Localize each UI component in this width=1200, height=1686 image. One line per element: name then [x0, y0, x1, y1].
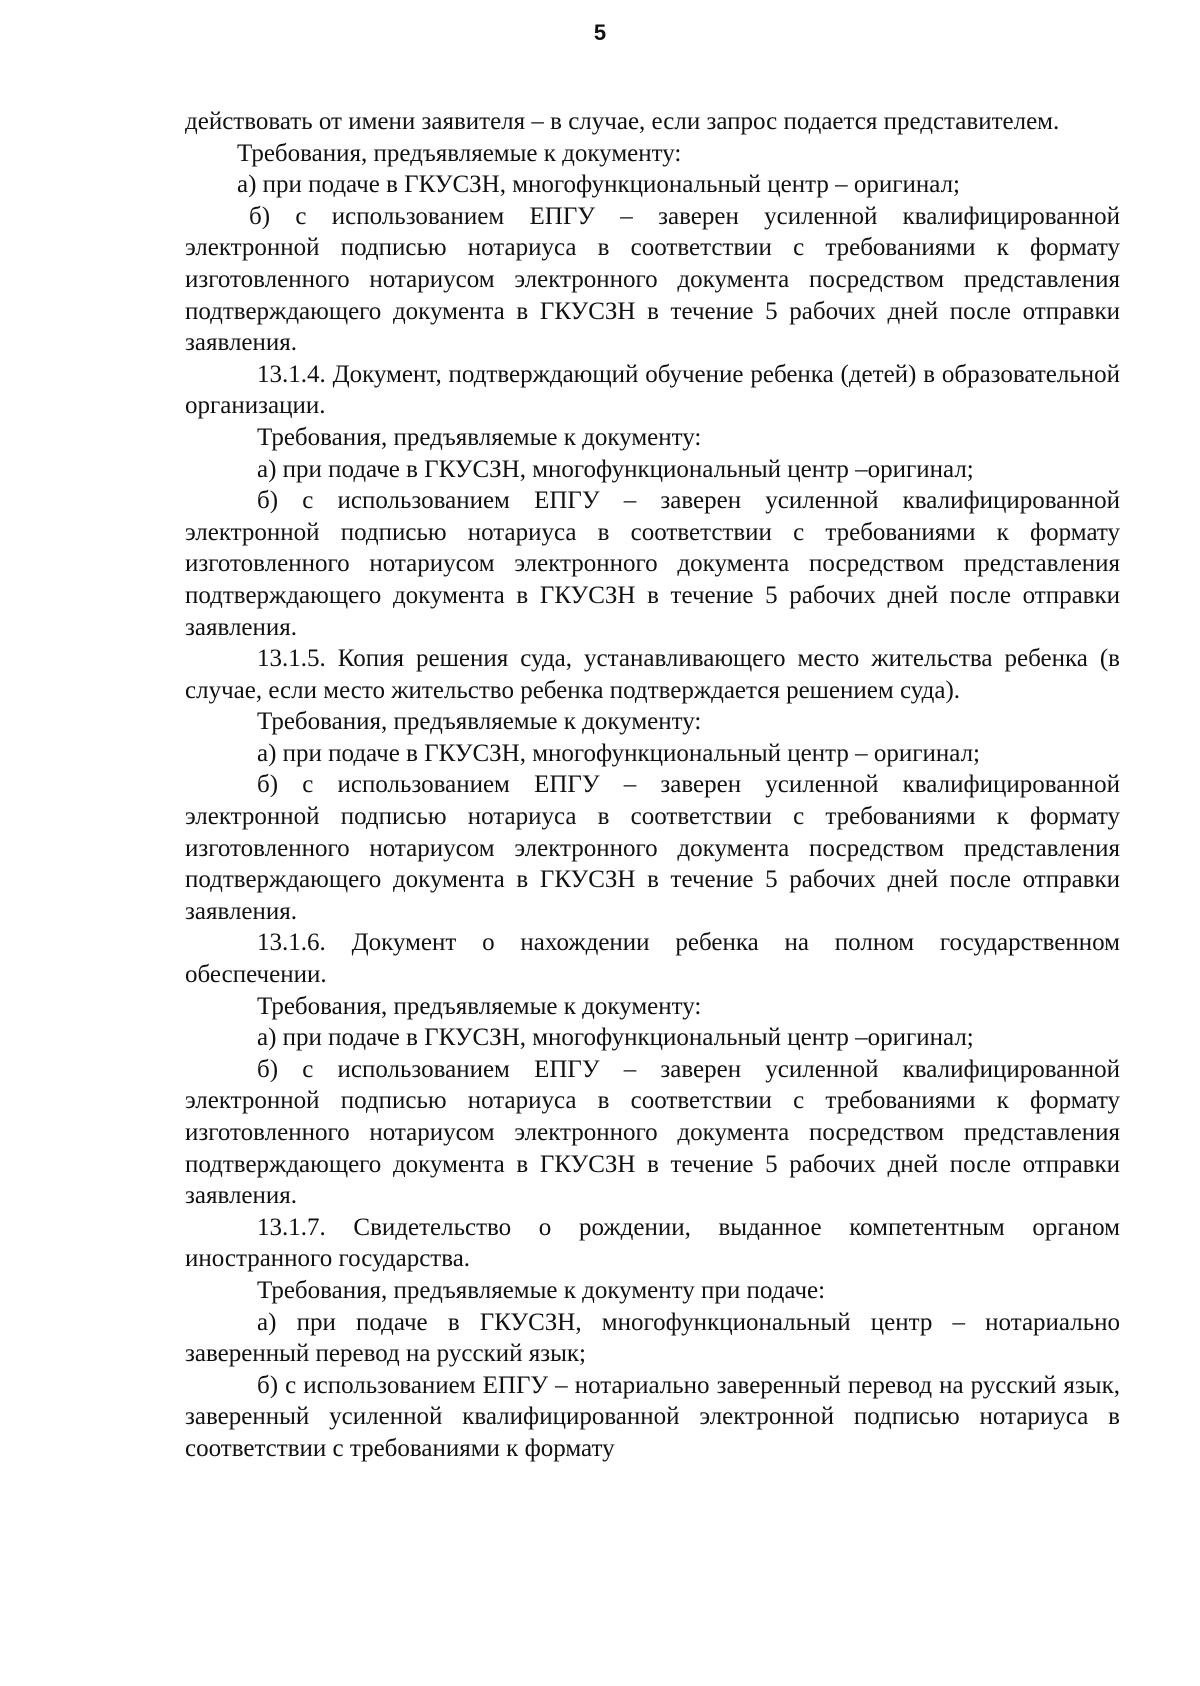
- paragraph-requirement-b: б) с использованием ЕПГУ – нотариально заверенный перевод на русский язык, заверенный усиленной квалифицированной электронной подписью нотариуса в соответствии с требованиями к формату: [185, 1371, 1120, 1462]
- paragraph-requirement-a: а) при подаче в ГКУСЗН, многофункциональный центр – нотариально заверенный перевод на русский язык;: [185, 1308, 1120, 1368]
- paragraph-requirements-heading: Требования, предъявляемые к документу:: [257, 992, 702, 1020]
- paragraph-requirements-heading: Требования, предъявляемые к документу:: [257, 423, 702, 451]
- paragraph-requirement-a: а) при подаче в ГКУСЗН, многофункциональный центр – оригинал;: [257, 739, 980, 767]
- paragraph-section-13-1-5: 13.1.5. Копия решения суда, устанавливающего место жительства ребенка (в случае, если место жительство ребенка подтверждается решением суда).: [185, 645, 1120, 704]
- paragraph-requirements-heading: Требования, предъявляемые к документу при подаче:: [257, 1276, 826, 1304]
- paragraph-requirements-heading: Требования, предъявляемые к документу:: [257, 708, 702, 736]
- paragraph-requirement-b: б) с использованием ЕПГУ – заверен усиленной квалифицированной электронной подписью нотариуса в соответствии с требованиями к формату изготовленного нотариусом электронного документа посредством представления подтверждающего документа в ГКУСЗН в течение 5 рабочих дней после отправки заявления.: [185, 1055, 1120, 1210]
- page-number: 5: [593, 20, 607, 45]
- paragraph-requirement-a: а) при подаче в ГКУСЗН, многофункциональный центр –оригинал;: [257, 455, 974, 483]
- paragraph-section-13-1-6: 13.1.6. Документ о нахождении ребенка на полном государственном обеспечении.: [185, 929, 1120, 989]
- paragraph-requirement-b: б) с использованием ЕПГУ – заверен усиленной квалифицированной электронной подписью нотариуса в соответствии с требованиями к формату изготовленного нотариусом электронного документа посредством представления подтверждающего документа в ГКУСЗН в течение 5 рабочих дней после отправки заявления.: [185, 487, 1120, 641]
- paragraph-requirements-heading: Требования, предъявляемые к документу:: [237, 139, 682, 167]
- document-body: [185, 106, 1120, 1465]
- paragraph-representative-authority: действовать от имени заявителя – в случае, если запрос подается представителем.: [185, 108, 1060, 135]
- paragraph-section-13-1-7: 13.1.7. Свидетельство о рождении, выданное компетентным органом иностранного государства.: [185, 1213, 1120, 1273]
- paragraph-requirement-a: а) при подаче в ГКУСЗН, многофункциональный центр – оригинал;: [237, 171, 960, 199]
- paragraph-requirement-b: б) с использованием ЕПГУ – заверен усиленной квалифицированной электронной подписью нотариуса в соответствии с требованиями к формату изготовленного нотариусом электронного документа посредством представления подтверждающего документа в ГКУСЗН в течение 5 рабочих дней после отправки заявления.: [185, 771, 1120, 925]
- paragraph-requirement-b: б) с использованием ЕПГУ – заверен усиленной квалифицированной электронной подписью нотариуса в соответствии с требованиями к формату изготовленного нотариусом электронного документа посредством представления подтверждающего документа в ГКУСЗН в течение 5 рабочих дней после отправки заявления.: [185, 202, 1120, 357]
- paragraph-requirement-a: а) при подаче в ГКУСЗН, многофункциональный центр –оригинал;: [257, 1024, 974, 1052]
- paragraph-section-13-1-4: 13.1.4. Документ, подтверждающий обучение ребенка (детей) в образовательной организации.: [185, 360, 1120, 420]
